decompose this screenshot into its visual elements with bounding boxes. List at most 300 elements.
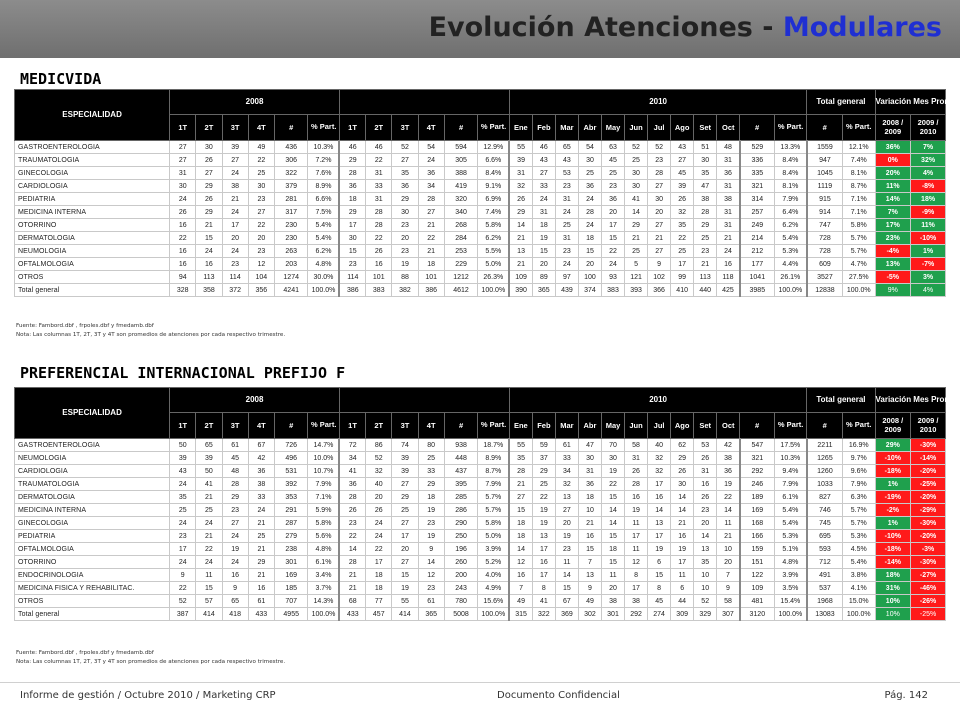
cell-y2009: 39: [392, 452, 418, 465]
cell-months: 30: [578, 154, 601, 167]
cell-months: 55: [509, 141, 532, 154]
cell-months: 53: [694, 439, 717, 452]
cell-months: 15: [532, 245, 555, 258]
cell-total: 4.7%: [843, 258, 876, 271]
cell-y2009: 386: [339, 284, 365, 297]
specialty-name: GINECOLOGIA: [15, 167, 170, 180]
header-month: May: [601, 413, 624, 439]
cell-total: 12.1%: [843, 141, 876, 154]
cell-months: 11: [601, 569, 624, 582]
cell-y2009: 41: [339, 465, 365, 478]
cell-months: 43: [555, 154, 578, 167]
cell-y2009: 4612: [444, 284, 478, 297]
cell-y2009: 5.5%: [478, 245, 510, 258]
cell-y2009: 21: [339, 569, 365, 582]
cell-total: 16.9%: [843, 439, 876, 452]
cell-y2010: 5.4%: [774, 232, 807, 245]
cell-y2009: 28: [339, 167, 365, 180]
cell-y2010: 166: [740, 530, 775, 543]
cell-y2008: 26: [196, 193, 222, 206]
cell-variation: -27%: [911, 569, 946, 582]
cell-y2009: 18: [366, 582, 392, 595]
header-part: % Part.: [843, 115, 876, 141]
cell-total: 1119: [807, 180, 843, 193]
cell-months: 32: [671, 206, 694, 219]
cell-y2008: 24: [222, 245, 248, 258]
cell-variation: -2%: [875, 504, 911, 517]
cell-months: 31: [717, 206, 740, 219]
cell-variation: 31%: [875, 582, 911, 595]
cell-variation: -18%: [875, 543, 911, 556]
cell-months: 63: [601, 141, 624, 154]
cell-y2010: 5.4%: [774, 504, 807, 517]
header-count: #: [807, 413, 843, 439]
cell-y2008: 21: [248, 569, 274, 582]
header-count: #: [274, 115, 308, 141]
cell-months: 36: [578, 180, 601, 193]
cell-months: 52: [694, 595, 717, 608]
cell-y2008: 24: [196, 517, 222, 530]
table-row: [15, 465, 946, 478]
cell-y2008: 25: [170, 504, 196, 517]
cell-months: 23: [601, 180, 624, 193]
cell-y2008: 61: [222, 439, 248, 452]
cell-months: 439: [555, 284, 578, 297]
cell-months: 393: [625, 284, 648, 297]
cell-y2008: 263: [274, 245, 308, 258]
cell-y2009: 594: [444, 141, 478, 154]
cell-months: 30: [578, 452, 601, 465]
cell-y2008: 45: [222, 452, 248, 465]
cell-total: 1260: [807, 465, 843, 478]
cell-y2008: 4.8%: [308, 258, 339, 271]
cell-months: 31: [532, 206, 555, 219]
cell-y2009: 23: [392, 219, 418, 232]
cell-months: 19: [532, 504, 555, 517]
cell-y2010: 321: [740, 180, 775, 193]
cell-y2009: 29: [392, 491, 418, 504]
cell-y2008: 287: [274, 517, 308, 530]
notes-medicvida: [16, 322, 285, 339]
cell-total: 827: [807, 491, 843, 504]
cell-total: 1045: [807, 167, 843, 180]
cell-y2009: 305: [444, 154, 478, 167]
cell-months: 13: [694, 543, 717, 556]
header-total-general: Total general: [807, 90, 875, 115]
cell-y2009: 23: [392, 245, 418, 258]
cell-y2008: 358: [196, 284, 222, 297]
cell-variation: 0%: [875, 154, 911, 167]
cell-months: 23: [555, 180, 578, 193]
cell-months: 26: [509, 193, 532, 206]
cell-y2009: 17: [339, 219, 365, 232]
cell-y2009: 780: [444, 595, 478, 608]
cell-months: 15: [648, 569, 671, 582]
cell-variation: -26%: [911, 595, 946, 608]
cell-y2008: 24: [222, 167, 248, 180]
cell-y2009: 28: [339, 556, 365, 569]
cell-months: 31: [509, 167, 532, 180]
cell-y2008: 3.7%: [308, 582, 339, 595]
title-main: Evolución Atenciones -: [428, 12, 783, 43]
cell-months: 39: [671, 180, 694, 193]
cell-total: 3527: [807, 271, 843, 284]
cell-y2008: 353: [274, 491, 308, 504]
cell-y2008: 30: [170, 180, 196, 193]
cell-total: 712: [807, 556, 843, 569]
cell-months: 26: [671, 465, 694, 478]
header-part: % Part.: [843, 413, 876, 439]
header-part: % Part.: [308, 115, 339, 141]
cell-variation: 7%: [911, 141, 946, 154]
cell-variation: 1%: [875, 517, 911, 530]
cell-y2008: 42: [248, 452, 274, 465]
cell-months: 19: [532, 517, 555, 530]
cell-y2010: 481: [740, 595, 775, 608]
cell-months: 61: [555, 439, 578, 452]
cell-y2008: 21: [196, 491, 222, 504]
cell-variation: 4%: [911, 167, 946, 180]
cell-months: 36: [717, 167, 740, 180]
cell-y2010: 177: [740, 258, 775, 271]
cell-months: 32: [555, 478, 578, 491]
cell-y2009: 27: [418, 206, 444, 219]
cell-y2009: 5.2%: [478, 556, 510, 569]
header-2009: [339, 90, 509, 115]
cell-months: 17: [625, 582, 648, 595]
cell-months: 369: [555, 608, 578, 621]
cell-y2008: 22: [170, 582, 196, 595]
header-quarter: 2T: [196, 413, 222, 439]
cell-y2010: 3.9%: [774, 569, 807, 582]
cell-y2009: 18: [418, 258, 444, 271]
cell-y2008: 387: [170, 608, 196, 621]
cell-y2008: 39: [196, 452, 222, 465]
cell-months: 20: [578, 258, 601, 271]
cell-months: 55: [509, 439, 532, 452]
header-quarter: 2T: [366, 115, 392, 141]
cell-y2008: 230: [274, 232, 308, 245]
cell-months: 24: [532, 193, 555, 206]
cell-y2009: 31: [366, 167, 392, 180]
cell-months: 102: [648, 271, 671, 284]
cell-variation: 32%: [911, 154, 946, 167]
cell-total: 13083: [807, 608, 843, 621]
cell-months: 30: [601, 452, 624, 465]
table-row: [15, 504, 946, 517]
cell-y2008: 9: [170, 569, 196, 582]
cell-variation: 20%: [875, 167, 911, 180]
cell-y2009: 23: [418, 517, 444, 530]
cell-y2009: 80: [418, 439, 444, 452]
cell-y2009: 5008: [444, 608, 478, 621]
cell-months: 11: [671, 569, 694, 582]
cell-months: 17: [648, 478, 671, 491]
cell-months: 21: [509, 478, 532, 491]
cell-months: 410: [671, 284, 694, 297]
table-row: [15, 258, 946, 271]
cell-y2008: 27: [170, 154, 196, 167]
header-quarter: 1T: [339, 115, 365, 141]
cell-total: 1968: [807, 595, 843, 608]
cell-months: 301: [601, 608, 624, 621]
cell-months: 14: [601, 504, 624, 517]
cell-months: 30: [671, 478, 694, 491]
table-row: [15, 452, 946, 465]
cell-months: 21: [717, 232, 740, 245]
cell-y2009: 52: [366, 452, 392, 465]
cell-y2009: 340: [444, 206, 478, 219]
cell-y2009: 938: [444, 439, 478, 452]
cell-y2009: 46: [339, 141, 365, 154]
cell-variation: 4%: [911, 284, 946, 297]
cell-y2008: 21: [196, 219, 222, 232]
cell-y2009: 250: [444, 530, 478, 543]
cell-y2009: 34: [339, 452, 365, 465]
specialty-name: GASTROENTEROLOGIA: [15, 141, 170, 154]
cell-y2008: 356: [248, 284, 274, 297]
cell-months: 315: [509, 608, 532, 621]
cell-y2008: 65: [222, 595, 248, 608]
header-month: Oct: [717, 115, 740, 141]
cell-months: 11: [717, 517, 740, 530]
cell-months: 16: [694, 478, 717, 491]
cell-y2009: 74: [392, 439, 418, 452]
header-part: % Part.: [774, 413, 807, 439]
cell-y2010: 336: [740, 154, 775, 167]
header-var-2008-2009: 2008 / 2009: [875, 413, 911, 439]
specialty-name: PEDIATRIA: [15, 530, 170, 543]
cell-y2009: 36: [339, 180, 365, 193]
cell-months: 45: [601, 154, 624, 167]
specialty-name: DERMATOLOGIA: [15, 232, 170, 245]
cell-y2009: 28: [339, 491, 365, 504]
cell-total: 5.4%: [843, 556, 876, 569]
cell-months: 19: [555, 530, 578, 543]
cell-y2009: 27: [392, 478, 418, 491]
header-month: Mar: [555, 115, 578, 141]
cell-y2008: 27: [170, 141, 196, 154]
header-quarter: 4T: [248, 115, 274, 141]
cell-months: 48: [717, 141, 740, 154]
cell-y2010: 5.1%: [774, 543, 807, 556]
total-row: [15, 608, 946, 621]
cell-y2008: 433: [248, 608, 274, 621]
cell-y2009: 8.9%: [478, 452, 510, 465]
cell-months: 25: [601, 167, 624, 180]
cell-y2008: 5.6%: [308, 530, 339, 543]
cell-y2009: 46: [366, 141, 392, 154]
cell-y2008: 1274: [274, 271, 308, 284]
cell-total: 7.1%: [843, 193, 876, 206]
specialty-name: CARDIOLOGIA: [15, 180, 170, 193]
cell-y2010: 100.0%: [774, 608, 807, 621]
cell-y2008: 21: [248, 543, 274, 556]
cell-y2008: 27: [248, 206, 274, 219]
specialty-name: OTORRINO: [15, 556, 170, 569]
specialty-name: GASTROENTEROLOGIA: [15, 439, 170, 452]
cell-y2010: 151: [740, 556, 775, 569]
header-month: Jun: [625, 115, 648, 141]
cell-months: 33: [532, 180, 555, 193]
cell-y2009: 29: [339, 154, 365, 167]
cell-months: 36: [601, 193, 624, 206]
cell-y2008: 41: [196, 478, 222, 491]
cell-y2008: 38: [222, 180, 248, 193]
table-row: [15, 517, 946, 530]
cell-months: 30: [694, 154, 717, 167]
specialty-name: MEDICINA INTERNA: [15, 206, 170, 219]
header-month: Jun: [625, 413, 648, 439]
cell-months: 27: [671, 154, 694, 167]
cell-y2008: 301: [274, 556, 308, 569]
cell-total: 728: [807, 245, 843, 258]
table-row: [15, 245, 946, 258]
cell-y2009: 18: [366, 569, 392, 582]
cell-months: 47: [694, 180, 717, 193]
note-source: Fuente: Fambord.dbf , frpoles.dbf y fmedamb.dbf: [16, 323, 154, 329]
cell-y2009: 27: [392, 517, 418, 530]
cell-variation: -10%: [875, 530, 911, 543]
cell-months: 13: [509, 245, 532, 258]
cell-y2009: 12.9%: [478, 141, 510, 154]
cell-y2009: 243: [444, 582, 478, 595]
cell-months: 14: [648, 504, 671, 517]
cell-y2009: 20: [366, 491, 392, 504]
header-quarter: 2T: [366, 413, 392, 439]
cell-total: 1033: [807, 478, 843, 491]
cell-total: 695: [807, 530, 843, 543]
cell-months: 15: [601, 232, 624, 245]
cell-months: 16: [671, 530, 694, 543]
cell-months: 18: [601, 543, 624, 556]
cell-y2008: 4955: [274, 608, 308, 621]
cell-y2010: 7.9%: [774, 478, 807, 491]
cell-y2008: 104: [248, 271, 274, 284]
cell-y2009: 15: [339, 245, 365, 258]
cell-y2010: 100.0%: [774, 284, 807, 297]
cell-y2009: 253: [444, 245, 478, 258]
cell-months: 35: [509, 452, 532, 465]
specialty-name: OTROS: [15, 595, 170, 608]
header-quarter: 1T: [170, 115, 196, 141]
header-part: % Part.: [478, 115, 510, 141]
cell-y2009: 33: [418, 465, 444, 478]
cell-months: 19: [717, 478, 740, 491]
cell-months: 45: [648, 595, 671, 608]
cell-y2010: 3120: [740, 608, 775, 621]
cell-y2009: 457: [366, 608, 392, 621]
cell-y2009: 23: [339, 258, 365, 271]
cell-variation: -3%: [911, 543, 946, 556]
cell-y2009: 5.0%: [478, 530, 510, 543]
cell-y2009: 14: [339, 543, 365, 556]
cell-y2009: 260: [444, 556, 478, 569]
cell-y2008: 15: [196, 232, 222, 245]
cell-variation: -30%: [911, 556, 946, 569]
table-row: [15, 595, 946, 608]
cell-total: 1559: [807, 141, 843, 154]
specialty-name: OFTALMOLOGIA: [15, 543, 170, 556]
cell-variation: 14%: [875, 193, 911, 206]
header-var-2009-2010: 2009 / 2010: [911, 115, 946, 141]
cell-y2008: 25: [248, 530, 274, 543]
header-month: Feb: [532, 115, 555, 141]
cell-total: 27.5%: [843, 271, 876, 284]
table-row: [15, 439, 946, 452]
cell-y2008: 39: [170, 452, 196, 465]
cell-months: 37: [532, 452, 555, 465]
cell-y2008: 496: [274, 452, 308, 465]
cell-months: 97: [555, 271, 578, 284]
cell-y2009: 22: [366, 232, 392, 245]
cell-y2010: 6.1%: [774, 491, 807, 504]
cell-months: 27: [648, 180, 671, 193]
cell-months: 26: [671, 193, 694, 206]
cell-months: 14: [717, 504, 740, 517]
cell-total: 745: [807, 517, 843, 530]
cell-months: 27: [532, 167, 555, 180]
cell-months: 17: [625, 530, 648, 543]
cell-months: 28: [625, 478, 648, 491]
header-month: Jul: [648, 413, 671, 439]
cell-y2009: 30: [339, 232, 365, 245]
cell-variation: -46%: [911, 582, 946, 595]
cell-y2008: 23: [222, 504, 248, 517]
cell-months: 46: [532, 141, 555, 154]
cell-months: 12: [625, 556, 648, 569]
cell-y2008: 414: [196, 608, 222, 621]
cell-total: 4.5%: [843, 543, 876, 556]
cell-months: 16: [509, 569, 532, 582]
cell-y2008: 50: [196, 465, 222, 478]
cell-months: 383: [601, 284, 624, 297]
header-quarter: 3T: [222, 115, 248, 141]
cell-y2010: 17.5%: [774, 439, 807, 452]
specialty-name: NEUMOLOGIA: [15, 245, 170, 258]
cell-y2008: 31: [170, 167, 196, 180]
table-row: [15, 543, 946, 556]
header-2010: 2010: [509, 388, 807, 413]
cell-y2008: 12: [248, 258, 274, 271]
cell-y2009: 419: [444, 180, 478, 193]
cell-y2008: 436: [274, 141, 308, 154]
cell-y2008: 114: [222, 271, 248, 284]
header-quarter: 2T: [196, 115, 222, 141]
cell-y2008: 67: [248, 439, 274, 452]
cell-months: 42: [717, 439, 740, 452]
cell-y2008: 26: [196, 154, 222, 167]
cell-y2008: 7.9%: [308, 478, 339, 491]
cell-months: 21: [694, 258, 717, 271]
header-month: Feb: [532, 413, 555, 439]
cell-months: 31: [555, 193, 578, 206]
cell-y2008: 418: [222, 608, 248, 621]
cell-y2008: 25: [248, 167, 274, 180]
cell-variation: -30%: [911, 439, 946, 452]
cell-y2010: 292: [740, 465, 775, 478]
cell-variation: 1%: [875, 478, 911, 491]
cell-months: 11: [625, 543, 648, 556]
cell-y2008: 16: [248, 582, 274, 595]
cell-y2008: 35: [170, 491, 196, 504]
header-total-general: Total general: [807, 388, 875, 413]
cell-y2008: 392: [274, 478, 308, 491]
cell-months: 31: [555, 232, 578, 245]
cell-months: 440: [694, 284, 717, 297]
cell-total: 9.7%: [843, 452, 876, 465]
cell-months: 25: [578, 167, 601, 180]
